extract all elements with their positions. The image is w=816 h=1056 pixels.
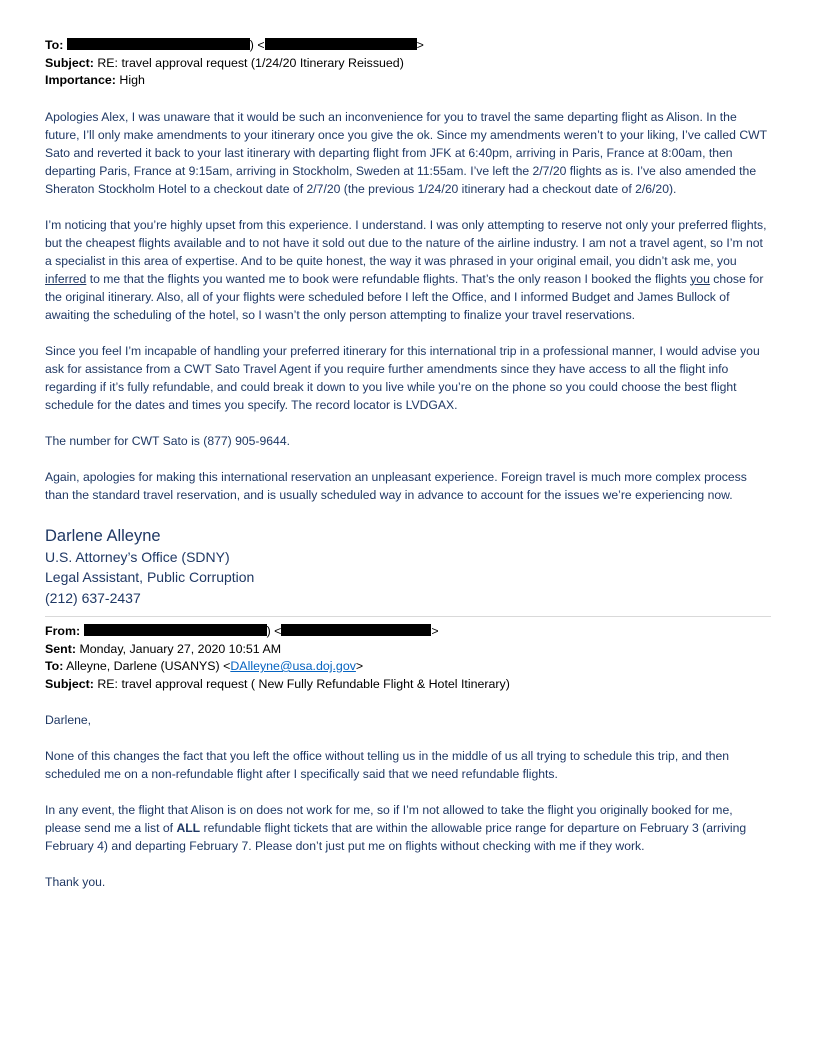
redacted-sender-email	[281, 624, 431, 636]
importance-line	[45, 72, 771, 90]
signature-block	[45, 525, 771, 609]
redacted-sender-name	[84, 624, 267, 636]
reply-paragraph-3: Since you feel I’m incapable of handling your preferred itinerary for this international trip in a professional manner, I would advise you ask for assistance from a CWT Sato Travel Agent if you require further amendments since they have access to all the flight info regarding if it’s fully refundable, and could break it down to you live while you’re on the phone so you could choose the best flight schedule for the dates and times you specify. The record locator is LVDGAX.	[45, 343, 760, 412]
from-separator: ) <	[266, 624, 282, 638]
to-label-2: To:	[45, 659, 64, 673]
sent-line	[45, 641, 771, 659]
original-p2-bold-all: ALL	[176, 821, 201, 835]
reply-p2-underlined-inferred: inferred	[45, 271, 87, 286]
to-separator: ) <	[249, 38, 265, 52]
to-line	[45, 37, 771, 55]
to-end-2: >	[355, 659, 364, 673]
to-recipient: Alleyne, Darlene (USANYS) <	[66, 659, 231, 673]
reply-p2-underlined-you: you	[690, 271, 710, 286]
from-end: >	[431, 624, 439, 638]
reply-paragraph-4: The number for CWT Sato is (877) 905-9644.	[45, 433, 290, 448]
original-greeting: Darlene,	[45, 713, 92, 727]
from-line	[45, 623, 771, 641]
header-divider	[45, 616, 771, 617]
from-label: From:	[45, 624, 81, 638]
original-closing: Thank you.	[45, 875, 106, 889]
reply-paragraph-2	[45, 216, 771, 324]
to-line-2	[45, 658, 771, 676]
original-p2-part-a: In any event, the flight that Alison is on does not work for me, so if I’m not allowed to take the flight you originally booked for me, please send me a list of	[45, 803, 733, 835]
subject-label-2: Subject:	[45, 676, 94, 691]
sent-label: Sent:	[45, 641, 76, 656]
subject-label: Subject:	[45, 55, 94, 70]
signature-title: Legal Assistant, Public Corruption	[45, 569, 255, 585]
subject-line	[45, 55, 771, 73]
subject-text: RE: travel approval request (1/24/20 Itinerary Reissued)	[97, 55, 404, 70]
subject-text-2: RE: travel approval request ( New Fully Refundable Flight & Hotel Itinerary)	[97, 676, 510, 691]
subject-line-2	[45, 676, 771, 694]
sent-value: Monday, January 27, 2020 10:51 AM	[79, 641, 282, 656]
to-end: >	[416, 38, 424, 52]
reply-paragraph-5: Again, apologies for making this international reservation an unpleasant experience. Foreign travel is much more complex process than the standard travel reservation, and is usually scheduled way in advance to account for the issues we’re experiencing now.	[45, 469, 747, 502]
recipient-email-link[interactable]: DAlleyne@usa.doj.gov	[230, 659, 356, 673]
redacted-name	[67, 38, 250, 50]
redacted-email	[265, 38, 417, 50]
original-paragraph-2	[45, 801, 771, 855]
signature-name: Darlene Alleyne	[45, 526, 161, 545]
original-p2-part-b: refundable flight tickets that are within the allowable price range for departure on February 3 (arriving February 4) and departing February 7. Please don’t just put me on flights without checking with me if they work.	[45, 821, 747, 853]
importance-label: Importance:	[45, 73, 116, 87]
original-paragraph-1: None of this changes the fact that you left the office without telling us in the middle of us all trying to schedule this trip, and then scheduled me on a non-refundable flight after I specifically said that we need refundable flights.	[45, 749, 730, 781]
reply-p2-part-a: I’m noticing that you’re highly upset from this experience. I understand. I was only attempting to reserve not only your preferred flights, but the cheapest flights available and to not have it sold out due to the nature of the airline industry. I am not a travel agent, so I’m not a specialist in this area of expertise. And to be quite honest, the way it was phrased in your original email, you didn’t ask me, you	[45, 217, 767, 268]
signature-phone: (212) 637-2437	[45, 589, 141, 606]
reply-p2-part-b: to me that the flights you wanted me to book were refundable flights. That’s the only reason I booked the flights	[86, 271, 691, 286]
signature-office: U.S. Attorney’s Office (SDNY)	[45, 548, 230, 565]
to-label: To:	[45, 38, 64, 52]
email-document	[45, 37, 771, 891]
reply-p2-part-c: chose for the original itinerary. Also, all of your flights were scheduled before I left the Office, and I informed Budget and James Bullock of awaiting the scheduling of the hotel, so I wasn’t the only person attempting to finalize your travel reservations.	[45, 271, 764, 322]
importance-value: High	[119, 73, 145, 87]
reply-paragraph-1: Apologies Alex, I was unaware that it would be such an inconvenience for you to travel the same departing flight as Alison. In the future, I’ll only make amendments to your itinerary once you give the ok. Since my amendments weren’t to your liking, I’ve called CWT Sato and reverted it back to your last itinerary with departing flight from JFK at 6:40pm, arriving in Paris, France at 8:00am, then departing Paris, France at 9:15am, arriving in Stockholm, Sweden at 11:55am. I’ve left the 2/7/20 flights as is. I’ve also amended the Sheraton Stockholm Hotel to a checkout date of 2/7/20 (the previous 1/24/20 itinerary had a checkout date of 2/6/20).	[45, 109, 767, 196]
